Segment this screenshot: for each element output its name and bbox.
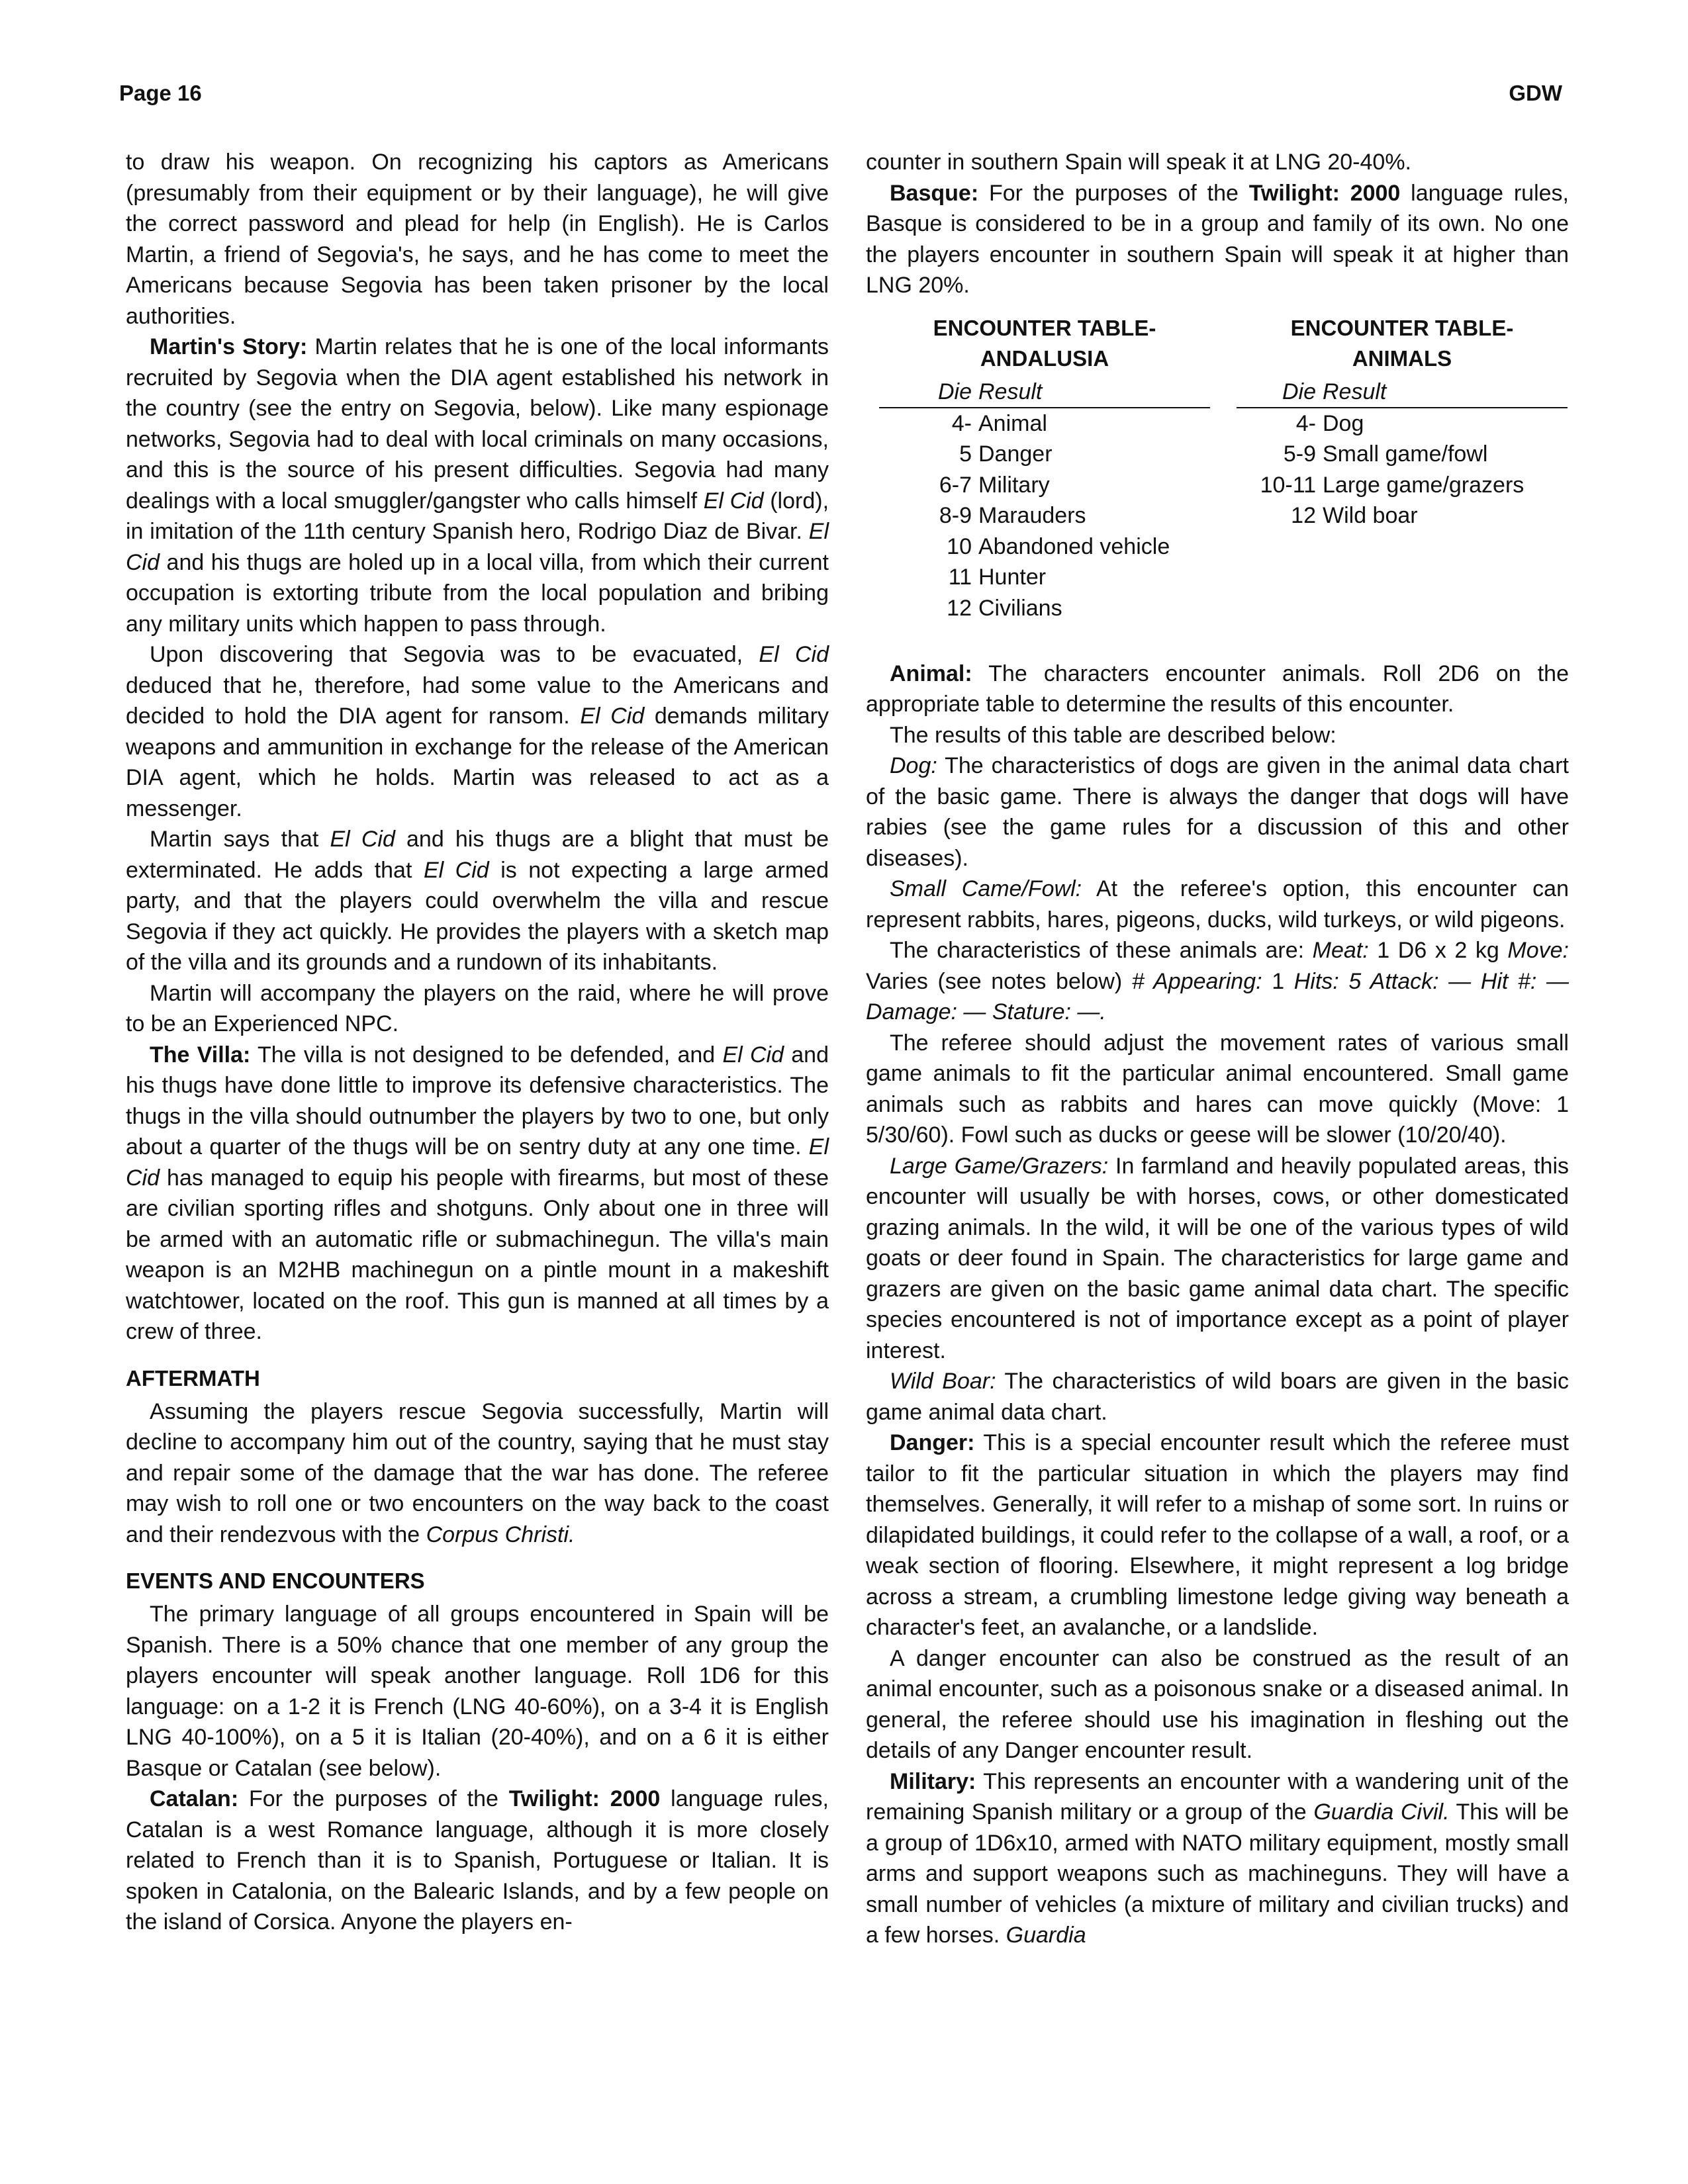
paragraph-wild-boar: Wild Boar: The characteristics of wild boars are given in the basic game animal data chart. — [866, 1369, 1569, 1425]
paragraph-animal: Animal: The characters encounter animals. Roll 2D6 on the appropriate table to determine the results of this encounter. — [866, 660, 1569, 717]
table-row: 4- Dog — [1295, 410, 1364, 436]
aftermath-heading: AFTERMATH — [126, 1365, 260, 1390]
table-row: 6-7 Military — [939, 472, 1050, 498]
military-label: Military: — [890, 1768, 976, 1794]
paragraph-language: The primary language of all groups encountered in Spain will be Spanish. There is a 50% chance that one member of any group the players encounter will speak another language. Roll 1D6 for this language: on a 1-2 it is French (LNG 40-60%), on a 3-4 it is English LNG 40-100%), on a 5 it is Italian (20-40%), and on a 6 it is either Basque or Catalan (see below). — [126, 1602, 829, 1781]
paragraph-danger-2: A danger encounter can also be construed as the result of an animal encounter, such as a poisonous snake or a diseased animal. In general, the referee should use his imagination in fleshing out the details of any Danger encounter result. — [866, 1645, 1569, 1763]
paragraph-ransom: Upon discovering that Segovia was to be evacuated, El Cid deduced that he, therefore, had some value to the Americans and decided to hold the DIA agent for ransom. El Cid demands military weapons and ammunition in exchange for the release of the American DIA agent, which he holds. Martin was released to act as a messenger. — [126, 642, 829, 821]
paragraph-results: The results of this table are described below: — [890, 722, 1336, 748]
page-header — [119, 81, 1575, 120]
paragraph-military: Military: This represents an encounter with a wandering unit of the remaining Spanish military or a group of the Guardia Civil. This will be a group of 1D6x10, armed with NATO military equipment, mostly small arms and support weapons such as machineguns. They will have a small number of vehicles (a mixture of military and civilian trucks) and a few horses. Guardia — [866, 1768, 1569, 1948]
table-row: 4- Animal — [951, 410, 1047, 436]
events-heading: EVENTS AND ENCOUNTERS — [126, 1569, 425, 1593]
left-column — [126, 147, 829, 1938]
paragraph-large-game: Large Game/Grazers: In farmland and heavily populated areas, this encounter will usually be with horses, cows, or other domesticated grazing animals. In the wild, it will be one of the various types of wild goats or deer found in Spain. The characteristics for large game and grazers are given on the basic game animal data chart. The specific species encountered is not of importance except as a point of player interest. — [866, 1153, 1570, 1363]
encounter-table-animals — [1237, 313, 1568, 531]
page-number: Page 16 — [119, 81, 202, 105]
table-row: 12 Wild boar — [1291, 503, 1418, 528]
table-title: ENCOUNTER TABLE- ANIMALS — [1290, 315, 1514, 371]
catalan-label: Catalan: — [150, 1786, 239, 1811]
wild-boar-label: Wild Boar: — [890, 1369, 996, 1394]
paragraph-basque: Basque: For the purposes of the Twilight: 2000 language rules, Basque is considered to be in a group and family of its own. No one the players encounter in southern Spain will speak it at higher than LNG 20%. — [866, 180, 1569, 298]
villa-label: The Villa: — [150, 1042, 251, 1068]
paragraph-martins-story: Martin's Story: Martin relates that he is one of the local informants recruited by Segovia when the DIA agent established his network in the country (see the entry on Segovia, below). Like many espionage networks, Segovia had to deal with local criminals on many occasions, and this is the source of his present difficulties. Segovia had many dealings with a local smuggler/gangster who calls himself El Cid (lord), in imitation of the 11th century Spanish hero, Rodrigo Diaz de Bivar. El Cid and his thugs are holed up in a local villa, from which their current occupation is extorting tribute from the local population and bribing any military units which happen to pass through. — [126, 334, 829, 637]
table-row: 10 Abandoned vehicle — [947, 533, 1170, 559]
large-game-label: Large Game/Grazers: — [890, 1153, 1109, 1179]
table-header: Die Result — [879, 377, 1210, 408]
table-row: 11 Hunter — [948, 565, 1047, 590]
paragraph-dog: Dog: The characteristics of dogs are given in the animal data chart of the basic game. There is always the danger that dogs will have rabies (see the game rules for a discussion of this and other diseases). — [866, 753, 1569, 871]
paragraph-movement: The referee should adjust the movement rates of various small game animals to fit the particular animal encountered. Small game animals such as rabbits and hares can move quickly (Move: 1 5/30/60). Fowl such as ducks or geese will be slower (10/20/40). — [866, 1030, 1569, 1148]
table-header: Die Result — [1237, 377, 1568, 408]
danger-label: Danger: — [890, 1430, 975, 1455]
paragraph-raid: Martin will accompany the players on the raid, where he will prove to be an Experienced NPC. — [126, 980, 829, 1036]
publisher-mark: GDW — [1509, 81, 1562, 105]
paragraph-small-game: Small Came/Fowl: At the referee's option, this encounter can represent rabbits, hares, pigeons, ducks, wild turkeys, or wild pigeons. — [866, 876, 1569, 933]
table-row: 12 Civilians — [947, 595, 1062, 621]
paragraph-blight: Martin says that El Cid and his thugs are a blight that must be exterminated. He adds that El Cid is not expecting a large armed party, and that the players could overwhelm the villa and rescue Segovia if they act quickly. He provides the players with a sketch map of the villa and its grounds and a rundown of its inhabitants. — [126, 827, 829, 975]
small-game-label: Small Came/Fowl: — [890, 876, 1082, 901]
encounter-table-andalusia — [879, 313, 1210, 624]
table-row: 5-9 Small game/fowl — [1283, 441, 1488, 467]
table-title: ENCOUNTER TABLE- ANDALUSIA — [933, 315, 1156, 371]
paragraph-catalan-cont: counter in southern Spain will speak it at LNG 20-40%. — [866, 150, 1412, 175]
paragraph-villa: The Villa: The villa is not designed to be defended, and El Cid and his thugs have done little to improve its defensive characteristics. The thugs in the villa should outnumber the players by two to one, but only about a quarter of the thugs will be on sentry duty at any one time. El Cid has managed to equip his people with firearms, but most of these are civilian sporting rifles and shotguns. Only about one in three will be armed with an automatic rifle or submachinegun. The villa's main weapon is an M2HB machinegun on a pintle mount in a makeshift watchtower, located on the roof. This gun is manned at all times by a crew of three. — [126, 1042, 829, 1344]
table-row: 10-11 Large game/grazers — [1260, 472, 1524, 498]
animal-label: Animal: — [890, 660, 972, 686]
paragraph-intro: to draw his weapon. On recognizing his captors as Americans (presumably from their equipment or by their language), he will give the correct password and plead for help (in English). He is Carlos Martin, a friend of Segovia's, he says, and he has come to meet the Americans because Segovia has been taken prisoner by the local authorities. — [126, 150, 829, 329]
table-row: 5 Danger — [959, 441, 1053, 467]
paragraph-catalan: Catalan: For the purposes of the Twilight: 2000 language rules, Catalan is a west Romance language, although it is more closely related to French than it is to Spanish, Portuguese or Italian. It is spoken in Catalonia, on the Balearic Islands, and by a few people on the island of Corsica. Anyone the players en- — [126, 1786, 829, 1934]
encounter-tables — [866, 313, 1569, 659]
dog-label: Dog: — [890, 753, 937, 778]
basque-label: Basque: — [890, 180, 979, 206]
paragraph-characteristics: The characteristics of these animals are: Meat: 1 D6 x 2 kg Move: Varies (see notes below) # Appearing: 1 Hits: 5 Attack: — Hit #: — Damage: — Stature: —. — [866, 938, 1569, 1024]
table-row: 8-9 Marauders — [939, 503, 1086, 528]
martins-story-label: Martin's Story: — [150, 334, 308, 359]
right-column — [866, 147, 1569, 1951]
paragraph-danger: Danger: This is a special encounter result which the referee must tailor to fit the particular situation in which the players may find themselves. Generally, it will refer to a mishap of some sort. In ruins or dilapidated buildings, it could refer to the collapse of a wall, a roof, or a weak section of flooring. Elsewhere, it might represent a log bridge across a stream, a crumbling limestone ledge giving way beneath a character's feet, an avalanche, or a landslide. — [866, 1430, 1569, 1640]
paragraph-aftermath: Assuming the players rescue Segovia successfully, Martin will decline to accompany him out of the country, saying that he must stay and repair some of the damage that the war has done. The referee may wish to roll one or two encounters on the way back to the coast and their rendezvous with the Corpus Christi. — [126, 1398, 829, 1547]
